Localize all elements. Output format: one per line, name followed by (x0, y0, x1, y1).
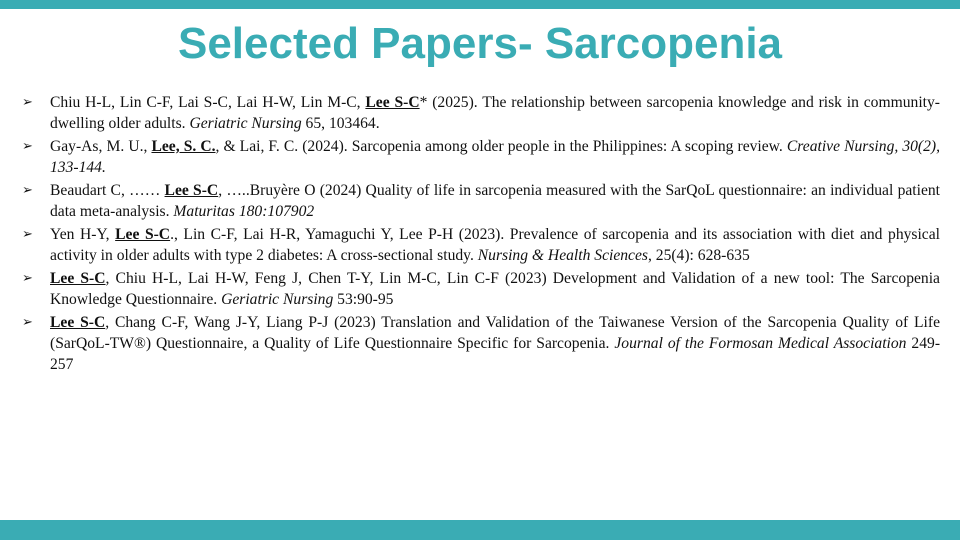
arrowhead-bullet-icon: ➢ (22, 315, 33, 330)
journal-name: Creative Nursing, 30(2), 133-144. (50, 138, 941, 176)
reference-list (22, 92, 940, 377)
highlighted-author: Lee S-C (50, 314, 106, 331)
reference-item (22, 92, 940, 134)
reference-authors-before: Beaudart C, …… (50, 182, 165, 199)
journal-name: Journal of the Formosan Medical Association (614, 335, 907, 352)
arrowhead-bullet-icon: ➢ (22, 183, 33, 198)
journal-name: Maturitas 180:107902 (173, 203, 315, 220)
bottom-accent-bar (0, 520, 960, 540)
reference-title: , & Lai, F. C. (2024). Sarcopenia among older people in the Philippines: A scoping review. (215, 138, 787, 155)
slide-title: Selected Papers- Sarcopenia (177, 19, 783, 68)
highlighted-author: Lee S-C (164, 182, 219, 199)
journal-name: Geriatric Nursing (189, 115, 302, 132)
reference-item (22, 312, 940, 375)
reference-authors-before: Chiu H-L, Lin C-F, Lai S-C, Lai H-W, Lin M-C, (50, 94, 366, 111)
reference-authors-before: Gay-As, M. U., (50, 138, 152, 155)
reference-item (22, 268, 940, 310)
highlighted-author: Lee S-C (50, 270, 106, 287)
arrowhead-bullet-icon: ➢ (22, 139, 33, 154)
reference-title: ., Lin C-F, Lai H-R, Yamaguchi Y, Lee P-H (2023). Prevalence of sarcopenia and its association with diet and physical activity in older adults with type 2 diabetes: A cross-sectional study. (50, 226, 940, 264)
reference-item (22, 180, 940, 222)
reference-title: , Chang C-F, Wang J-Y, Liang P-J (2023) Translation and Validation of the Taiwanese Version of the Sarcopenia Quality of Life (SarQoL-TW®) Questionnaire, a Quality of Life Questionnaire Specific for Sarcopenia. (50, 314, 941, 352)
highlighted-author: Lee S-C (365, 94, 420, 111)
reference-item (22, 224, 940, 266)
highlighted-author: Lee, S. C. (151, 138, 216, 155)
top-accent-bar (0, 0, 960, 9)
highlighted-author: Lee S-C (115, 226, 171, 243)
reference-title: , Chiu H-L, Lai H-W, Feng J, Chen T-Y, Lin M-C, Lin C-F (2023) Development and Validation of a new tool: The Sarcopenia Knowledge Questionnaire. (50, 270, 940, 308)
journal-name: Geriatric Nursing (221, 291, 334, 308)
reference-title: * (2025). The relationship between sarcopenia knowledge and risk in community-dwelling older adults. (50, 94, 940, 132)
journal-name: Nursing & Health Sciences (477, 247, 648, 264)
arrowhead-bullet-icon: ➢ (22, 95, 33, 110)
arrowhead-bullet-icon: ➢ (22, 271, 33, 286)
reference-item (22, 136, 940, 178)
reference-title: , …..Bruyère O (2024) Quality of life in sarcopenia measured with the SarQoL questionnaire: an individual patient data meta-analysis. (50, 182, 941, 220)
reference-volume: 53:90-95 (333, 291, 394, 308)
reference-authors-before: Yen H-Y, (50, 226, 116, 243)
reference-volume: 65, 103464. (301, 115, 380, 132)
reference-volume: 249-257 (50, 335, 941, 373)
reference-volume: , 25(4): 628-635 (647, 247, 750, 264)
arrowhead-bullet-icon: ➢ (22, 227, 33, 242)
